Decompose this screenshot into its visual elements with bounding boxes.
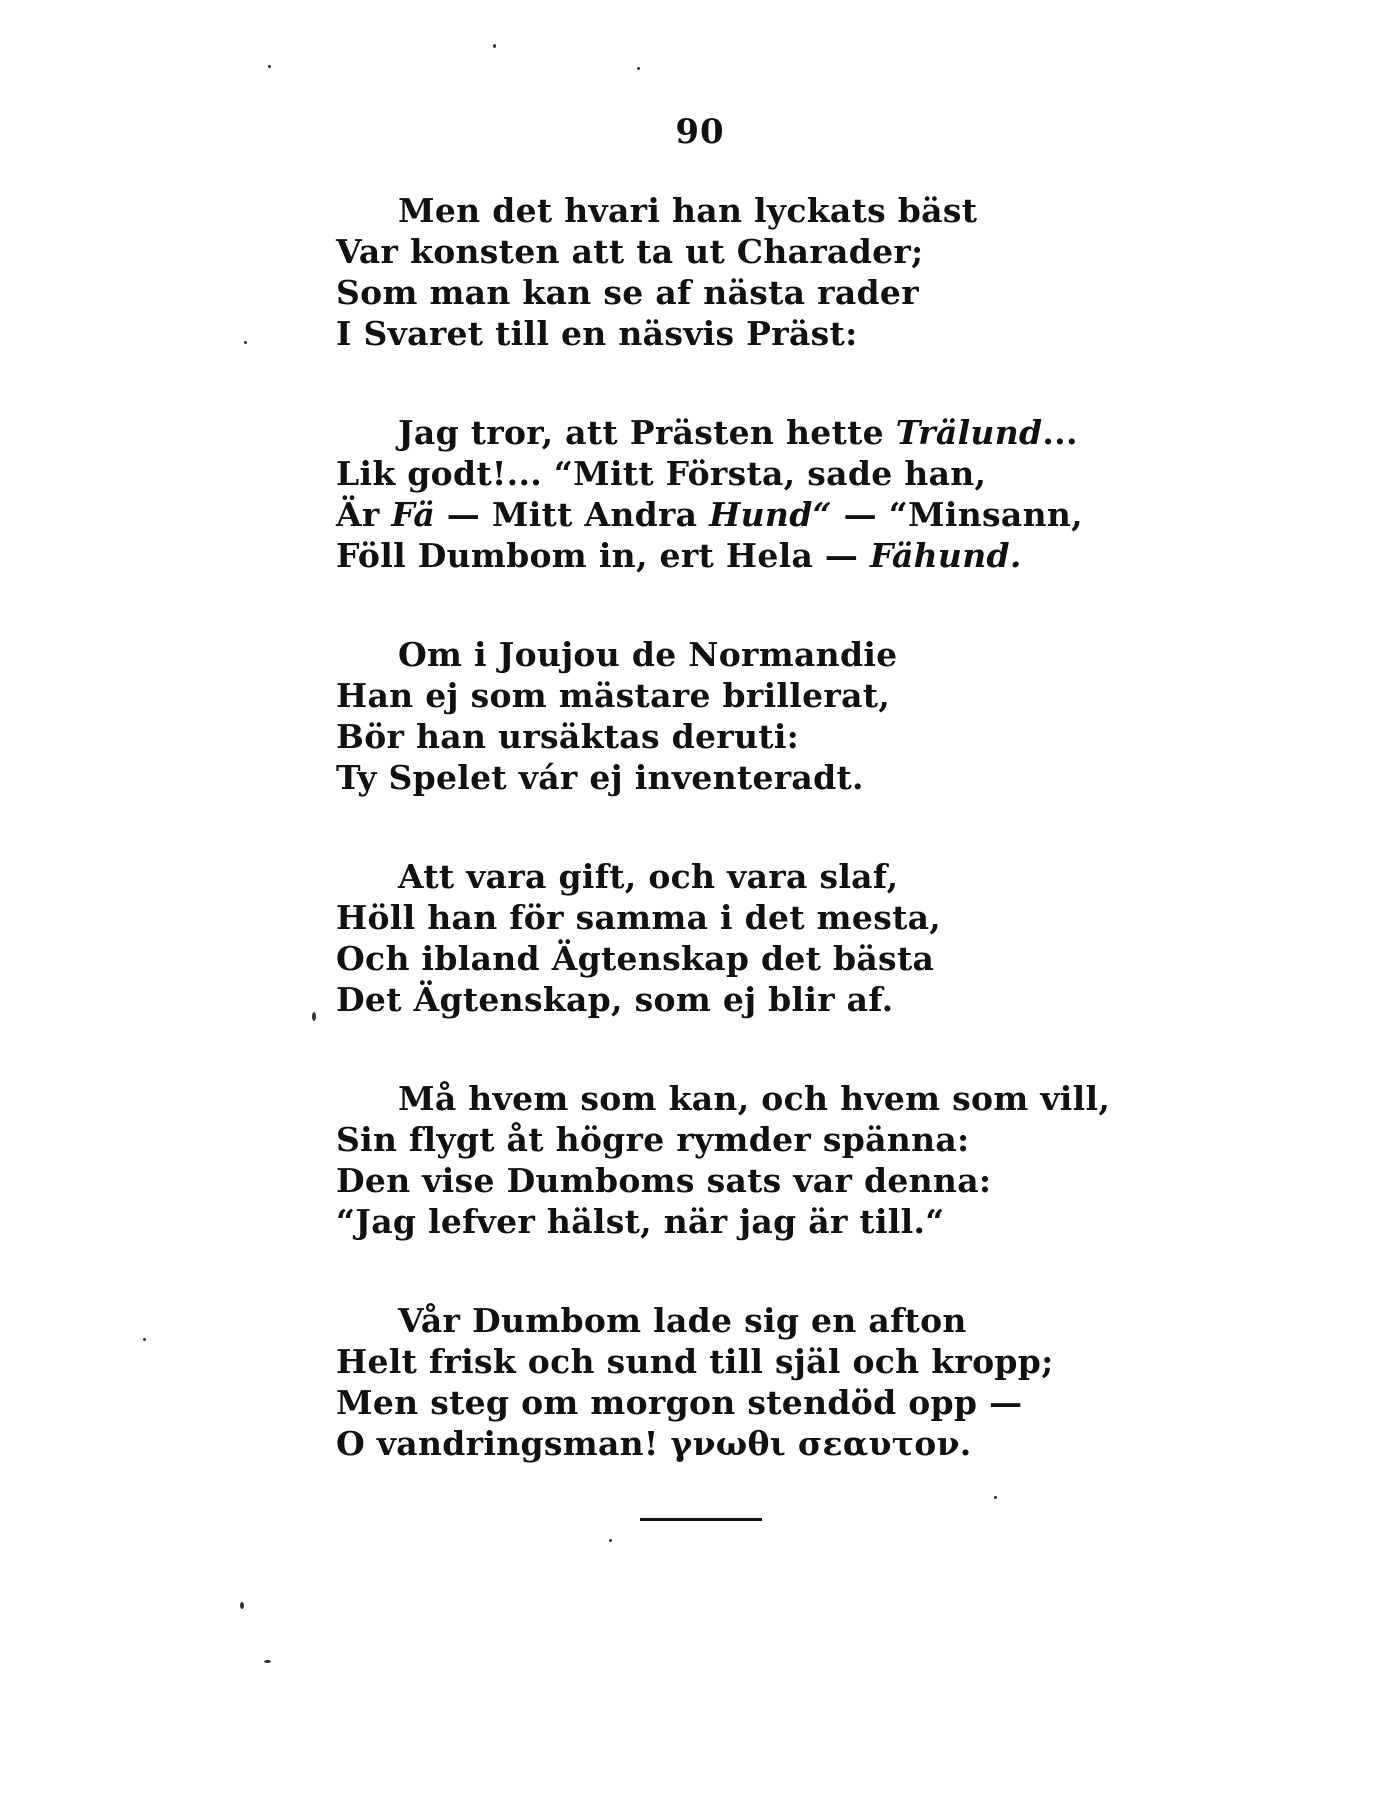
scan-speck xyxy=(312,1012,316,1021)
poem-line xyxy=(336,190,1236,231)
stanza xyxy=(336,634,1236,798)
poem-line xyxy=(336,313,1236,354)
poem-line xyxy=(336,979,1236,1020)
line-text: — “Minsann, xyxy=(831,495,1083,534)
stanza xyxy=(336,1300,1236,1464)
poem-line xyxy=(336,897,1236,938)
poem-line xyxy=(336,675,1236,716)
scan-speck xyxy=(264,1660,271,1663)
poem-line xyxy=(336,453,1236,494)
line-text: Vår Dumbom lade sig en afton xyxy=(398,1301,967,1340)
poem-line xyxy=(336,938,1236,979)
scan-speck xyxy=(244,341,247,344)
line-text: Lik godt!... “Mitt Första, sade han, xyxy=(336,454,987,493)
line-text: Han ej som mästare brillerat, xyxy=(336,676,891,715)
italic-word: Trälund xyxy=(895,413,1043,452)
line-text: Men steg om morgon stendöd opp — xyxy=(336,1383,1023,1422)
line-text: Att vara gift, och vara slaf, xyxy=(398,857,899,896)
line-text: Är xyxy=(336,495,392,534)
scan-speck xyxy=(609,1539,612,1542)
poem-line xyxy=(336,272,1236,313)
scan-speck xyxy=(143,1338,146,1341)
line-text: I Svaret till en näsvis Präst: xyxy=(336,314,858,353)
poem-line xyxy=(336,1300,1236,1341)
line-text: Föll Dumbom in, ert Hela — xyxy=(336,536,871,575)
poem-line xyxy=(336,716,1236,757)
scan-speck xyxy=(268,65,271,68)
line-text: Som man kan se af nästa rader xyxy=(336,273,919,312)
poem-line xyxy=(336,1160,1236,1201)
poem-line xyxy=(336,1119,1236,1160)
line-text: Bör han ursäktas deruti: xyxy=(336,717,800,756)
poem-line xyxy=(336,1423,1236,1464)
poem-line xyxy=(336,1078,1236,1119)
poem-line xyxy=(336,494,1236,535)
line-text: — Mitt Andra xyxy=(435,495,710,534)
page-number: 90 xyxy=(675,112,725,152)
scan-speck xyxy=(240,1602,244,1609)
line-text: Men det hvari han lyckats bäst xyxy=(398,191,978,230)
line-text: Sin flygt åt högre rymder spänna: xyxy=(336,1120,970,1159)
stanza xyxy=(336,856,1236,1020)
line-text: Jag tror, att Prästen hette xyxy=(398,413,896,452)
line-text: Helt frisk och sund till själ och kropp; xyxy=(336,1342,1054,1381)
poem-line xyxy=(336,412,1236,453)
line-text: Om i Joujou de Normandie xyxy=(398,635,898,674)
poem-line xyxy=(336,634,1236,675)
poem-line xyxy=(336,535,1236,576)
poem-line xyxy=(336,757,1236,798)
line-text: Det Ägtenskap, som ej blir af. xyxy=(336,980,894,1019)
line-text: Och ibland Ägtenskap det bästa xyxy=(336,939,935,978)
line-text: Må hvem som kan, och hvem som vill, xyxy=(398,1079,1111,1118)
stanza xyxy=(336,412,1236,576)
end-rule xyxy=(640,1518,762,1521)
italic-word: Fä xyxy=(391,495,435,534)
line-text: Höll han för samma i det mesta, xyxy=(336,898,942,937)
poem-line xyxy=(336,1201,1236,1242)
scan-speck xyxy=(493,44,496,48)
stanza xyxy=(336,1078,1236,1242)
line-text: O vandringsman! γνωθι σεαυτον. xyxy=(336,1424,972,1463)
line-text: Den vise Dumboms sats var denna: xyxy=(336,1161,992,1200)
poem-line xyxy=(336,1341,1236,1382)
poem-line xyxy=(336,231,1236,272)
stanza xyxy=(336,190,1236,354)
scan-speck xyxy=(637,67,640,70)
poem-line xyxy=(336,856,1236,897)
line-text: “Jag lefver hälst, när jag är till.“ xyxy=(336,1202,945,1241)
line-text: Ty Spelet vár ej inventeradt. xyxy=(336,758,864,797)
poem xyxy=(336,190,1236,1522)
scan-speck xyxy=(994,1496,997,1499)
italic-word: Fähund. xyxy=(870,536,1022,575)
line-text: ... xyxy=(1042,413,1078,452)
poem-line xyxy=(336,1382,1236,1423)
italic-word: Hund“ xyxy=(709,495,832,534)
line-text: Var konsten att ta ut Charader; xyxy=(336,232,924,271)
